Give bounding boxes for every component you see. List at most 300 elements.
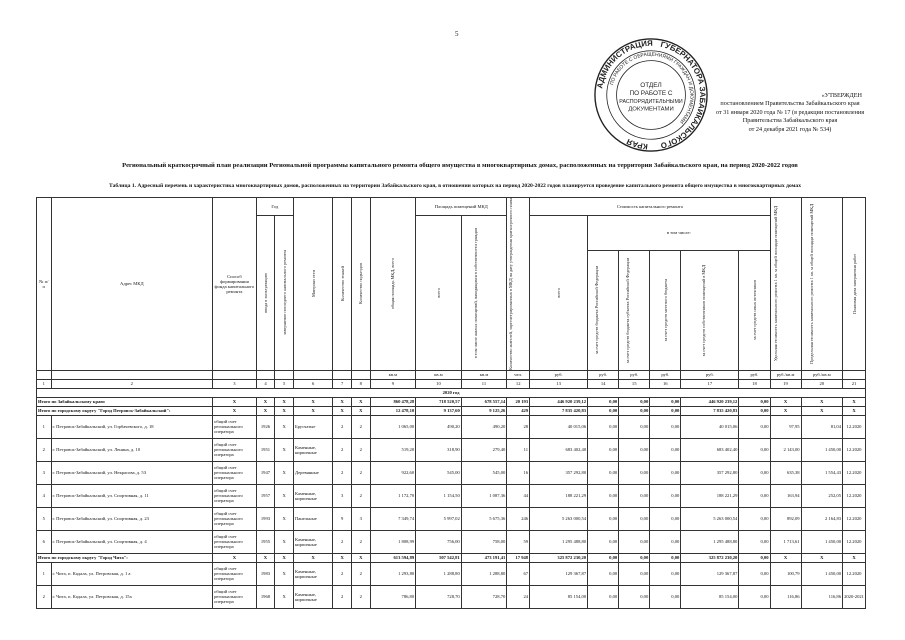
data-cell: 2 (37, 438, 52, 461)
table-row (37, 507, 866, 530)
unit-cell (275, 370, 294, 379)
total-cell: 0,00 (739, 406, 770, 415)
data-cell: X (275, 438, 294, 461)
address-cell: г. Петровск-Забайкальский, ул. Спортивная, д. 4 (51, 530, 213, 553)
stamp-center-line-4: ДОКУМЕНТАМИ (628, 106, 674, 113)
data-cell: 1957 (256, 484, 275, 507)
total-cell: 325 872 230,20 (681, 553, 739, 562)
data-cell: 40 015,06 (530, 415, 588, 438)
header-entrances: Количество подъездов (358, 263, 364, 305)
data-cell: 188 221,29 (681, 484, 739, 507)
total-cell: 0,00 (650, 397, 681, 406)
data-cell: 2 (351, 530, 370, 553)
data-cell: 1951 (256, 438, 275, 461)
total-cell: 0,00 (650, 406, 681, 415)
data-cell: 0,00 (650, 484, 681, 507)
total-cell: X (351, 397, 370, 406)
unit-cell (213, 370, 257, 379)
total-cell: 9 137,60 (416, 406, 462, 415)
header-address: Адрес МКД (51, 198, 213, 371)
column-number-cell: 7 (333, 379, 352, 388)
address-cell: г. Чита, п. Кадала, ул. Петровская, д. 15а (51, 585, 213, 608)
data-cell: 12.2020 (843, 415, 866, 438)
column-number-cell: 15 (619, 379, 650, 388)
total-cell: X (293, 406, 332, 415)
data-cell: 2 (351, 438, 370, 461)
column-number-cell: 20 (801, 379, 842, 388)
data-cell: 0,00 (739, 562, 770, 585)
total-cell: X (213, 406, 257, 415)
approval-line-1: «УТВЕРЖДЕН (821, 92, 862, 99)
approval-line-4: Правительства Забайкальского края (742, 117, 838, 125)
data-cell: X (275, 415, 294, 438)
total-cell: X (293, 397, 332, 406)
data-cell: 1 288,80 (416, 562, 462, 585)
data-cell: 129 367,87 (530, 562, 588, 585)
data-cell: 0,00 (588, 484, 619, 507)
total-cell: X (213, 553, 257, 562)
data-cell: 0,00 (619, 507, 650, 530)
data-cell: 0,00 (619, 461, 650, 484)
total-cell: 0,00 (588, 406, 619, 415)
unit-cell: чел. (507, 370, 530, 379)
header-num: № п/п (37, 198, 52, 371)
data-cell: 1 450,00 (801, 530, 842, 553)
total-cell: X (843, 406, 866, 415)
data-cell: 0,00 (739, 461, 770, 484)
total-cell: X (275, 553, 294, 562)
header-max-cost: Предельная стоимость капитального ремонта 1 кв. м общей площади помещений МКД (808, 204, 814, 364)
total-cell: 0,00 (739, 553, 770, 562)
data-cell: 0,00 (588, 585, 619, 608)
data-cell: 728,70 (416, 585, 462, 608)
data-cell: X (275, 461, 294, 484)
data-cell: 683 402,40 (681, 438, 739, 461)
data-cell: 188 221,29 (530, 484, 588, 507)
table-row (37, 438, 866, 461)
data-cell: 0,00 (619, 562, 650, 585)
column-number-cell: 1 (37, 379, 52, 388)
column-number-cell: 9 (370, 379, 416, 388)
total-cell: X (256, 397, 275, 406)
data-cell: 756,00 (416, 530, 462, 553)
data-cell: Каменные, кирпичные (293, 562, 332, 585)
column-number-cell: 8 (351, 379, 370, 388)
data-cell: 12.2020 (843, 438, 866, 461)
unit-cell: руб. (650, 370, 681, 379)
data-cell: 2 164,83 (801, 507, 842, 530)
total-cell: 20 193 (507, 397, 530, 406)
header-planned-date: Плановая дата завершения работ (851, 253, 857, 315)
address-cell: г. Петровск-Забайкальский, ул. Некрасова, д. 53 (51, 461, 213, 484)
data-cell: 0,00 (588, 507, 619, 530)
data-cell: 6 (37, 530, 52, 553)
total-cell: X (843, 553, 866, 562)
data-cell: Брусчатые (293, 415, 332, 438)
total-cell: X (801, 553, 842, 562)
data-cell: общий счет регионального оператора (213, 562, 257, 585)
data-cell: 1 554,43 (801, 461, 842, 484)
data-cell: 2 (333, 562, 352, 585)
document-title: Региональный краткосрочный план реализации Региональной программы капитального ремонта общего имущества в многоквартирных домах, расположенных на территории Забайкальского края, на период 2020-2022 годов (122, 162, 798, 169)
data-cell: 2 (351, 585, 370, 608)
table-row (37, 562, 866, 585)
total-cell: X (293, 553, 332, 562)
total-cell: X (351, 553, 370, 562)
data-cell: Каменные, кирпичные (293, 438, 332, 461)
table-row (37, 484, 866, 507)
data-cell: 1 065,00 (370, 415, 416, 438)
unit-cell (351, 370, 370, 379)
data-cell: 67 (507, 562, 530, 585)
total-cell: 7 835 420,83 (681, 406, 739, 415)
unit-cell (843, 370, 866, 379)
data-cell: общий счет регионального оператора (213, 461, 257, 484)
data-cell: 0,00 (739, 484, 770, 507)
total-cell: X (213, 397, 257, 406)
stamp-ring-inner: ПО РАБОТЕ С ОБРАЩЕНИЯМИ ГРАЖДАН И ДОКУМЕНТАМИ (609, 52, 694, 124)
total-cell: 0,00 (650, 553, 681, 562)
total-cell: X (333, 406, 352, 415)
data-cell: 1 293,80 (370, 562, 416, 585)
column-number-cell: 18 (739, 379, 770, 388)
data-cell: Каменные, кирпичные (293, 585, 332, 608)
total-cell: 613 594,89 (370, 553, 416, 562)
data-cell: 28 (507, 415, 530, 438)
data-cell: 1 295 488,80 (681, 530, 739, 553)
data-cell: 758,00 (461, 530, 507, 553)
data-cell: 0,00 (650, 507, 681, 530)
column-number-cell: 16 (650, 379, 681, 388)
total-label: Итого по городскому округу "Город Петровск-Забайкальский": (37, 406, 213, 415)
stamp-ring-top: ГУБЕРНАТОРА ЗАБАЙКАЛЬСКОГО (659, 39, 708, 151)
total-cell: 0,00 (619, 553, 650, 562)
total-row (37, 397, 866, 406)
data-cell: 11 (507, 438, 530, 461)
data-cell: 44 (507, 484, 530, 507)
approval-line-2: постановлением Правительства Забайкальского края (720, 100, 860, 108)
header-year-commission: ввода в эксплуатацию (262, 272, 268, 313)
data-cell: 545,00 (416, 461, 462, 484)
data-cell: X (275, 507, 294, 530)
data-cell: 0,00 (588, 562, 619, 585)
total-cell: X (351, 406, 370, 415)
address-cell: г. Петровск-Забайкальский, ул. Спортивная, д. 11 (51, 484, 213, 507)
address-cell: г. Петровск-Забайкальский, ул. Спортивная, д. 23 (51, 507, 213, 530)
data-cell: 0,00 (739, 507, 770, 530)
data-cell: 0,00 (619, 484, 650, 507)
total-cell: 0,00 (619, 397, 650, 406)
data-cell: 81,04 (801, 415, 842, 438)
total-cell: X (801, 406, 842, 415)
data-cell: 12.2020 (843, 484, 866, 507)
column-number-cell: 13 (530, 379, 588, 388)
address-cell: г. Петровск-Забайкальский, ул. Горбачевского, д. 18 (51, 415, 213, 438)
data-cell: 116,86 (801, 585, 842, 608)
total-cell: 9 125,26 (461, 406, 507, 415)
data-cell: 12.2020 (843, 461, 866, 484)
data-cell: 0,00 (650, 562, 681, 585)
data-cell: Каменные, кирпичные (293, 530, 332, 553)
data-cell: Каменные, кирпичные (293, 484, 332, 507)
header-method: Способ формирования фонда капитального ремонта (213, 198, 257, 371)
total-cell: 718 520,57 (416, 397, 462, 406)
data-cell: 0,00 (588, 438, 619, 461)
header-cost-group: Стоимость капитального ремонта (530, 198, 770, 216)
header-year-group: Год (256, 198, 293, 216)
header-area-group: Площадь помещений МКД (416, 198, 507, 216)
data-cell: 3 (333, 484, 352, 507)
data-cell: 163,94 (770, 484, 801, 507)
total-cell: X (843, 397, 866, 406)
data-cell: 1968 (256, 585, 275, 608)
data-cell: 85 154,00 (681, 585, 739, 608)
data-cell: 490,20 (416, 415, 462, 438)
total-cell: X (770, 406, 801, 415)
data-cell: 100,79 (770, 562, 801, 585)
total-cell: 0,00 (588, 397, 619, 406)
data-cell: 5 997,02 (416, 507, 462, 530)
data-cell: 2 (333, 461, 352, 484)
total-cell: X (333, 397, 352, 406)
total-cell: X (801, 397, 842, 406)
unit-cell: руб. (588, 370, 619, 379)
column-number-cell: 5 (275, 379, 294, 388)
header-cost-local: за счет средств местного бюджета (662, 279, 668, 342)
total-cell: 7 835 420,83 (530, 406, 588, 415)
total-cell: 325 872 230,20 (530, 553, 588, 562)
total-cell: 17 948 (507, 553, 530, 562)
data-cell: 892,09 (770, 507, 801, 530)
unit-cell (51, 370, 213, 379)
data-cell: 97,95 (770, 415, 801, 438)
data-cell: 5 (37, 507, 52, 530)
header-total-area: общая площадь МКД, всего (390, 258, 396, 310)
data-cell: 12.2020 (843, 507, 866, 530)
stamp-center-line-3: РАСПОРЯДИТЕЛЬНЫМИ (619, 98, 683, 105)
data-cell: 2 143,00 (770, 438, 801, 461)
data-cell: 1 172,70 (370, 484, 416, 507)
column-number-cell: 4 (256, 379, 275, 388)
data-cell: 5 675,36 (461, 507, 507, 530)
data-cell: 786,80 (370, 585, 416, 608)
data-cell: 252,05 (801, 484, 842, 507)
data-cell: 2 (333, 415, 352, 438)
column-number-cell: 17 (681, 379, 739, 388)
unit-cell (333, 370, 352, 379)
data-cell: 24 (507, 585, 530, 608)
data-cell: 4 (37, 484, 52, 507)
data-cell: 3 (37, 461, 52, 484)
table-row (37, 585, 866, 608)
official-stamp-seal (592, 36, 710, 154)
total-cell: 12 478,10 (370, 406, 416, 415)
data-cell: 12.2020 (843, 562, 866, 585)
data-cell: 1983 (256, 562, 275, 585)
data-cell: 0,00 (619, 530, 650, 553)
data-cell: 1 295 488,80 (530, 530, 588, 553)
data-cell: 357 292,80 (681, 461, 739, 484)
total-cell: 0,00 (588, 553, 619, 562)
page-number: 5 (455, 30, 459, 38)
data-cell: 0,00 (619, 415, 650, 438)
unit-cell (37, 370, 52, 379)
data-cell: 0,00 (650, 438, 681, 461)
data-cell: 1 713,61 (770, 530, 801, 553)
total-cell: 860 478,28 (370, 397, 416, 406)
stamp-ring-left: АДМИНИСТРАЦИЯ (595, 38, 653, 90)
units-row (37, 370, 866, 379)
data-cell: 2 (333, 530, 352, 553)
approval-line-5: от 24 декабря 2021 года № 534) (748, 125, 832, 133)
address-cell: г. Петровск-Забайкальский, ул. Ленина, д. 10 (51, 438, 213, 461)
data-cell: Панельные (293, 507, 332, 530)
header-cost-other: за счет средств иных источников (751, 280, 757, 341)
data-cell: 0,00 (739, 585, 770, 608)
data-cell: X (275, 484, 294, 507)
column-number-cell: 12 (507, 379, 530, 388)
header-cost-federal: за счет средств бюджета Российской Федерации (594, 266, 600, 355)
data-cell: X (275, 530, 294, 553)
address-cell: г. Чита, п. Кадала, ул. Петровская, д. 1 а (51, 562, 213, 585)
data-cell: 0,00 (619, 585, 650, 608)
data-cell: общий счет регионального оператора (213, 484, 257, 507)
data-cell: 635,38 (770, 461, 801, 484)
header-cost-regional: за счет средств бюджета субъекта Российской Федерации (625, 257, 631, 363)
data-cell: 9 (333, 507, 352, 530)
total-cell: 507 542,81 (416, 553, 462, 562)
section-year-label: 2020 год (37, 388, 866, 397)
data-cell: 0,00 (650, 415, 681, 438)
data-cell: 0,00 (650, 461, 681, 484)
repair-plan-table (36, 197, 866, 609)
unit-cell (256, 370, 275, 379)
header-cost-total: всего (556, 288, 562, 298)
data-cell: Деревянные (293, 461, 332, 484)
data-cell: 1 288,80 (461, 562, 507, 585)
data-cell: общий счет регионального оператора (213, 585, 257, 608)
approval-line-3: от 31 января 2020 года № 17 (в редакции постановления (715, 108, 865, 116)
unit-cell: руб. (681, 370, 739, 379)
data-cell: 2020-2021 (843, 585, 866, 608)
total-cell: X (256, 553, 275, 562)
total-cell: 473 191,41 (461, 553, 507, 562)
header-year-last-repair: завершение последнего капитального ремонта (281, 250, 287, 336)
header-area-total: всего (435, 288, 441, 298)
table-row (37, 530, 866, 553)
total-cell: 0,00 (739, 397, 770, 406)
data-cell: 5 263 000,54 (530, 507, 588, 530)
data-cell: 1926 (256, 415, 275, 438)
total-cell: X (333, 553, 352, 562)
column-number-row (37, 379, 866, 388)
data-cell: 2 (333, 585, 352, 608)
data-cell: 1 450,00 (801, 562, 842, 585)
data-cell: 318,90 (416, 438, 462, 461)
data-cell: 0,00 (588, 530, 619, 553)
data-cell: 1947 (256, 461, 275, 484)
table-caption: Таблица 1. Адресный перечень и характеристика многоквартирных домов, расположенных на территории Забайкальского края, в отношении которых на период 2020-2022 годов планируется проведение капитального ремонта общего имущества в многоквартирных домах (109, 183, 801, 189)
column-number-cell: 10 (416, 379, 462, 388)
data-cell: 1955 (256, 530, 275, 553)
data-cell: 279,40 (461, 438, 507, 461)
header-residents: Количество жителей, зарегистрированных в МКД на дату утверждения краткосрочного плана (508, 198, 514, 370)
data-cell: 2 (333, 438, 352, 461)
column-number-cell: 3 (213, 379, 257, 388)
total-cell: X (275, 397, 294, 406)
data-cell: 129 367,87 (681, 562, 739, 585)
header-area-residential: в том числе жилых помещений, находящихся в собственности граждан (473, 227, 479, 359)
total-row (37, 406, 866, 415)
unit-cell: руб. (739, 370, 770, 379)
data-cell: 683 402,40 (530, 438, 588, 461)
data-cell: 12.2020 (843, 530, 866, 553)
column-number-cell: 14 (588, 379, 619, 388)
data-cell: 0,00 (739, 438, 770, 461)
total-cell: 0,00 (619, 406, 650, 415)
data-cell: 16 (507, 461, 530, 484)
data-cell: 490,20 (461, 415, 507, 438)
column-number-cell: 6 (293, 379, 332, 388)
data-cell: 0,00 (650, 530, 681, 553)
data-cell: общий счет регионального оператора (213, 438, 257, 461)
header-wall-material: Материал стен (310, 270, 316, 298)
column-number-cell: 19 (770, 379, 801, 388)
total-label: Итого по городскому округу "Город Чита": (37, 553, 213, 562)
unit-cell: руб. (530, 370, 588, 379)
data-cell: 922,60 (370, 461, 416, 484)
total-cell: 446 920 239,12 (681, 397, 739, 406)
data-cell: 1 (37, 562, 52, 585)
stamp-center-line-1: ОТДЕЛ (640, 82, 662, 90)
data-cell: 545,00 (461, 461, 507, 484)
data-cell: 1 154,50 (416, 484, 462, 507)
approval-block (700, 92, 880, 134)
data-cell: 0,00 (619, 438, 650, 461)
data-cell: 116,86 (770, 585, 801, 608)
unit-cell: руб./кв.м (770, 370, 801, 379)
data-cell: 519,20 (370, 438, 416, 461)
table-row (37, 415, 866, 438)
data-cell: 7 349,74 (370, 507, 416, 530)
data-cell: 0,00 (739, 530, 770, 553)
data-cell: 0,00 (588, 415, 619, 438)
header-cost-owners: за счет средств собственников помещений в МКД (700, 264, 706, 356)
column-number-cell: 11 (461, 379, 507, 388)
data-cell: 5 263 000,54 (681, 507, 739, 530)
data-cell: общий счет регионального оператора (213, 415, 257, 438)
data-cell: X (275, 585, 294, 608)
data-cell: общий счет регионального оператора (213, 507, 257, 530)
data-cell: 85 154,00 (530, 585, 588, 608)
data-cell: 0,00 (739, 415, 770, 438)
data-cell: 2 (351, 484, 370, 507)
header-unit-cost: Удельная стоимость капитального ремонта 1 кв. м общей площади помещений МКД (772, 206, 778, 362)
data-cell: 2 (351, 562, 370, 585)
total-row (37, 553, 866, 562)
header-incl: в том числе: (588, 216, 770, 251)
unit-cell: руб. (619, 370, 650, 379)
data-cell: 40 015,06 (681, 415, 739, 438)
data-cell: 2 (37, 585, 52, 608)
table-row (37, 461, 866, 484)
total-cell: 446 920 239,12 (530, 397, 588, 406)
data-cell: 2 (351, 415, 370, 438)
data-cell: 728,70 (461, 585, 507, 608)
stamp-center-line-2: ПО РАБОТЕ С (629, 90, 673, 97)
data-cell: 1 450,00 (801, 438, 842, 461)
unit-cell: кв.м (370, 370, 416, 379)
